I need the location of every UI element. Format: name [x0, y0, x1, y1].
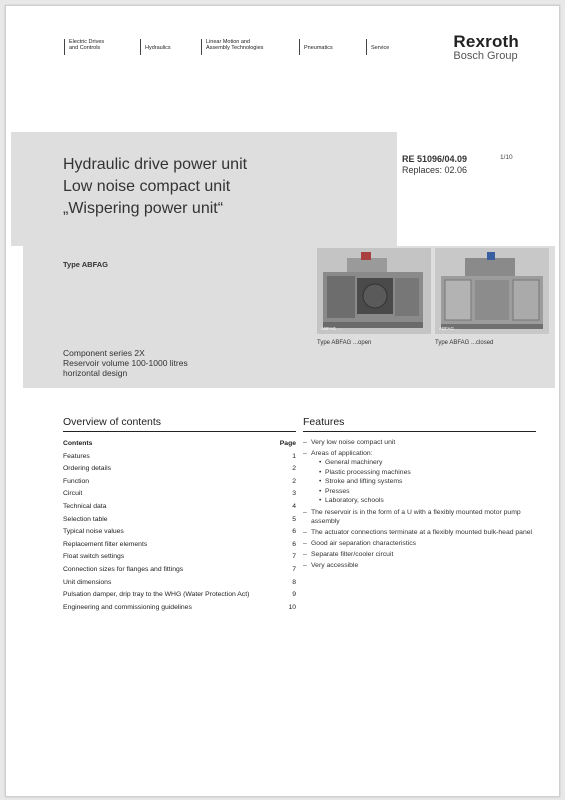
contents-row-label: Engineering and commissioning guidelines: [63, 603, 192, 611]
contents-row-label: Ordering details: [63, 465, 111, 473]
bullet-dot: •: [319, 497, 322, 504]
contents-row-page: 2: [292, 465, 296, 473]
photo-caption-open: Type ABFAG ...open: [317, 340, 372, 346]
bullet-dot: •: [319, 487, 322, 495]
nav-label-line1: Service: [371, 45, 390, 51]
feature-item: [303, 528, 538, 537]
brand-logo: [453, 32, 519, 62]
feature-subitem: [311, 477, 538, 487]
feature-text: Areas of application:: [311, 450, 373, 457]
replaces-info: Replaces: 02.06: [402, 165, 468, 175]
component-series: [63, 348, 188, 378]
contents-row-label: Features: [63, 452, 90, 460]
contents-row-page: 1: [292, 452, 296, 460]
feature-subitem: [311, 458, 538, 468]
contents-row[interactable]: [63, 577, 296, 590]
contents-row[interactable]: [63, 526, 296, 539]
contents-row-page: 5: [292, 515, 296, 523]
feature-subitem-text: Plastic processing machines: [325, 468, 411, 476]
contents-row[interactable]: [63, 463, 296, 476]
contents-row[interactable]: [63, 501, 296, 514]
contents-row-page: 3: [292, 490, 296, 498]
contents-row-label: Typical noise values: [63, 528, 124, 536]
dash-bullet: –: [303, 508, 307, 516]
feature-text: Good air separation characteristics: [311, 539, 417, 547]
nav-pneumatics[interactable]: [299, 39, 333, 55]
photo-caption-closed: Type ABFAG ...closed: [435, 340, 494, 346]
features-list: [303, 438, 538, 572]
unit-photo-closed: [435, 248, 549, 334]
contents-row-page: 6: [292, 528, 296, 536]
contents-row[interactable]: [63, 539, 296, 552]
contents-row[interactable]: [63, 514, 296, 527]
feature-text: Very low noise compact unit: [311, 439, 396, 446]
features-heading: Features: [303, 416, 536, 432]
series-line1: Component series 2X: [63, 348, 145, 358]
contents-row-label: Unit dimensions: [63, 578, 112, 586]
contents-header-row: [63, 438, 296, 451]
bullet-dot: •: [319, 459, 322, 466]
title-line1: Hydraulic drive power unit: [63, 156, 248, 173]
contents-row-page: 9: [292, 591, 296, 599]
document-title: [63, 154, 247, 220]
document-number-block: [402, 154, 467, 176]
feature-item: [303, 438, 538, 447]
dash-bullet: –: [303, 528, 307, 536]
dash-bullet: –: [303, 539, 307, 547]
feature-subitem: [311, 468, 538, 478]
contents-row[interactable]: [63, 476, 296, 489]
photo-tag: ABFAG ...: [321, 326, 342, 331]
photo-tag: ABFAG ...: [439, 326, 460, 331]
series-line2: Reservoir volume 100-1000 litres: [63, 358, 188, 368]
contents-row[interactable]: [63, 602, 296, 615]
contents-row-page: 8: [292, 578, 296, 586]
contents-row[interactable]: [63, 551, 296, 564]
contents-row[interactable]: [63, 451, 296, 464]
dash-bullet: –: [303, 550, 307, 558]
bullet-dot: •: [319, 478, 322, 485]
bullet-dot: •: [319, 468, 322, 476]
feature-text: The reservoir is in the form of a U with a flexibly mounted motor pump assembly: [311, 508, 521, 525]
nav-service[interactable]: [366, 39, 389, 55]
contents-row-page: 7: [292, 565, 296, 573]
document-number: RE 51096/04.09: [402, 154, 468, 164]
feature-text: The actuator connections terminate at a flexibly mounted bulk-head panel: [311, 528, 533, 536]
nav-hydraulics[interactable]: [140, 39, 171, 55]
nav-label-line1: Pneumatics: [304, 45, 333, 51]
feature-subitem-text: Stroke and lifting systems: [325, 478, 403, 485]
feature-subitem-text: Presses: [325, 487, 350, 495]
brand-name: Rexroth: [453, 32, 519, 51]
feature-subitem-text: Laboratory, schools: [325, 497, 384, 504]
nav-electric-drives[interactable]: [64, 39, 104, 55]
title-line2: Low noise compact unit: [63, 178, 231, 195]
contents-row-page: 6: [292, 540, 296, 548]
nav-label-line1: Linear Motion and: [206, 39, 251, 45]
nav-linear-motion[interactable]: [201, 39, 263, 55]
contents-row-label: Pulsation damper, drip tray to the WHG (Water Protection Act): [63, 591, 250, 599]
feature-text: Very accessible: [311, 561, 359, 569]
nav-label-line2: and Controls: [69, 45, 101, 51]
type-label: Type ABFAG: [63, 260, 109, 269]
document-page: [5, 5, 560, 797]
nav-label-line1: Electric Drives: [69, 39, 105, 45]
contents-row-page: 7: [292, 553, 296, 561]
contents-row-label: Function: [63, 477, 90, 485]
feature-subitem: [311, 496, 538, 506]
feature-subitem-text: General machinery: [325, 459, 383, 466]
title-line3: „Wispering power unit“: [63, 200, 224, 217]
brand-subtitle: Bosch Group: [453, 50, 518, 62]
dash-bullet: –: [303, 561, 307, 569]
contents-row-label: Float switch settings: [63, 553, 125, 561]
unit-open-illustration: [317, 248, 431, 334]
contents-row-page: 2: [292, 477, 296, 485]
dash-bullet: –: [303, 450, 307, 457]
contents-row[interactable]: [63, 564, 296, 577]
contents-row-label: Circuit: [63, 490, 83, 498]
feature-item: [303, 539, 538, 548]
unit-closed-illustration: [435, 248, 549, 334]
contents-row-page: 4: [292, 502, 296, 510]
nav-label-line1: Hydraulics: [145, 45, 171, 51]
page-number: 1/10: [500, 154, 513, 161]
page-column-header: Page: [279, 440, 296, 447]
overview-heading: Overview of contents: [63, 416, 296, 432]
nav-label-line2: Assembly Technologies: [206, 45, 264, 51]
unit-photo-open: [317, 248, 431, 334]
contents-row-page: 10: [288, 603, 296, 611]
contents-row[interactable]: [63, 488, 296, 501]
contents-row-label: Technical data: [63, 502, 107, 510]
feature-item: [303, 449, 538, 506]
feature-text: Separate filter/cooler circuit: [311, 550, 394, 558]
contents-row-label: Replacement filter elements: [63, 540, 148, 548]
contents-column-header: Contents: [63, 440, 93, 447]
feature-subitem: [311, 487, 538, 497]
series-line3: horizontal design: [63, 368, 128, 378]
contents-row-label: Connection sizes for flanges and fittings: [63, 565, 184, 573]
contents-row-label: Selection table: [63, 515, 108, 523]
feature-item: [303, 561, 538, 570]
contents-table: [63, 438, 296, 614]
contents-row[interactable]: [63, 589, 296, 602]
feature-item: [303, 508, 538, 526]
feature-item: [303, 550, 538, 559]
dash-bullet: –: [303, 439, 307, 446]
